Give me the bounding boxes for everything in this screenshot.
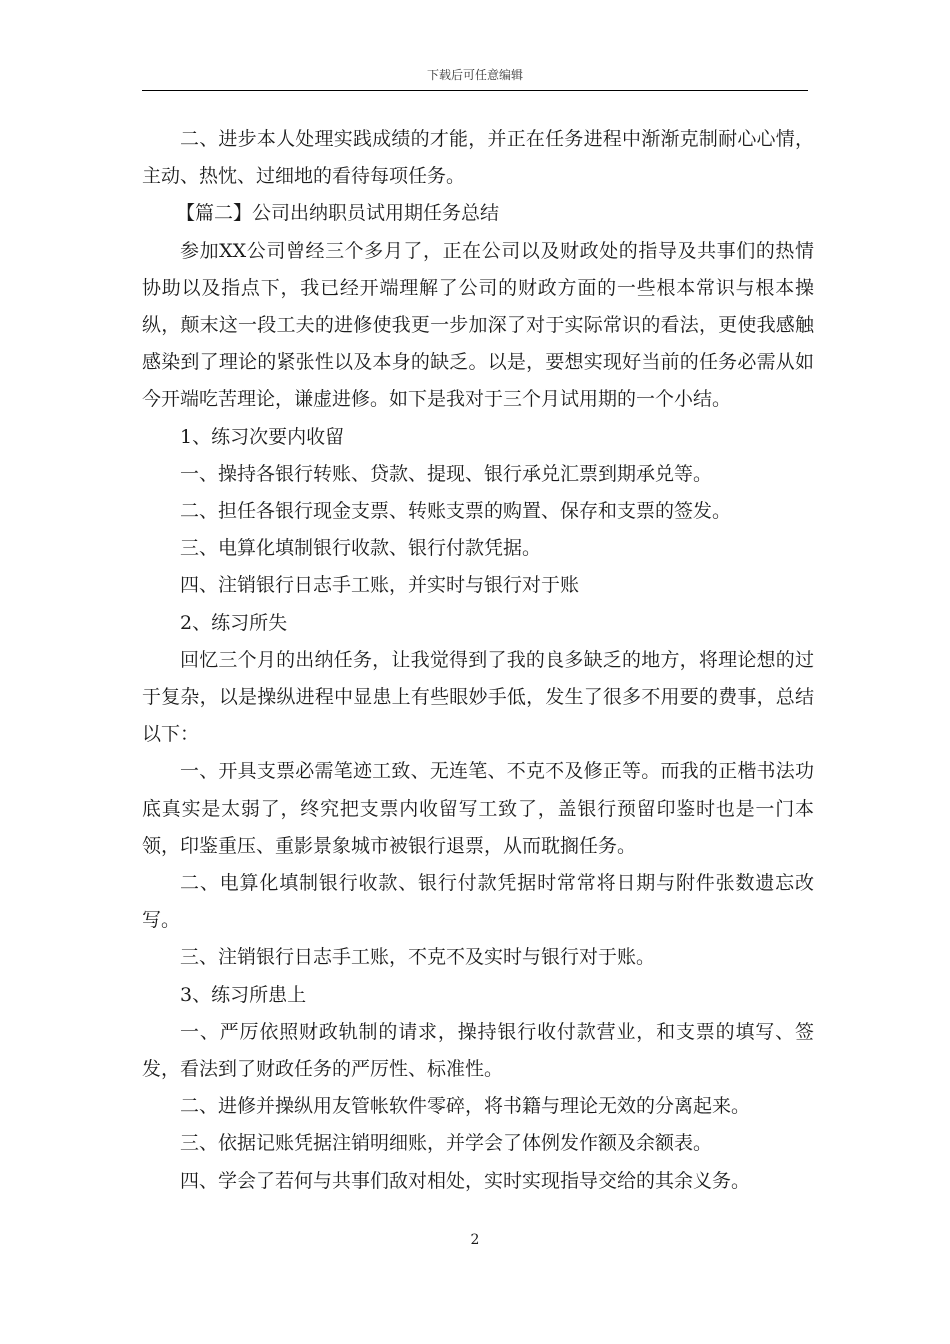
subheading: 3、练习所患上 (180, 983, 307, 1006)
paragraph: 一、操持各银行转账、贷款、提现、银行承兑汇票到期承兑等。 (180, 462, 713, 485)
paragraph: 一、开具支票必需笔迹工致、无连笔、不克不及修正等。而我的正楷书法功底真实是太弱了，终究把支票内收留写工致了，盖银行预留印鉴时也是一门本领，印鉴重压、重影景象城市被银行退票，从而耽搁任务。 (142, 760, 814, 857)
header-rule (142, 90, 808, 91)
page-header: 下载后可任意编辑 (426, 68, 523, 82)
paragraph: 二、进步本人处理实践成绩的才能，并正在任务进程中渐渐克制耐心心情，主动、热忱、过细地的看待每项任务。 (142, 128, 814, 188)
paragraph: 四、学会了若何与共事们敌对相处，实时实现指导交给的其余义务。 (180, 1169, 751, 1192)
paragraph: 三、注销银行日志手工账，不克不及实时与银行对于账。 (180, 946, 656, 969)
subheading: 1、练习次要内收留 (180, 425, 345, 448)
paragraph: 二、电算化填制银行收款、银行付款凭据时常常将日期与附件张数遗忘改写。 (142, 872, 814, 932)
paragraph: 二、担任各银行现金支票、转账支票的购置、保存和支票的签发。 (180, 500, 732, 523)
paragraph: 三、依据记账凭据注销明细账，并学会了体例发作额及余额表。 (180, 1132, 713, 1155)
document-body (142, 121, 814, 1200)
page-number: 2 (470, 1232, 480, 1248)
paragraph: 参加XX公司曾经三个多月了，正在公司以及财政处的指导及共事们的热情协助以及指点下，我已经开端理解了公司的财政方面的一些根本常识与根本操纵，颠末这一段工夫的进修使我更一步加深了对于实际常识的看法，更使我感触感染到了理论的紧张性以及本身的缺乏。以是，要想实现好当前的任务必需从如今开端吃苦理论，谦虚进修。如下是我对于三个月试用期的一个小结。 (142, 239, 814, 411)
paragraph: 回忆三个月的出纳任务，让我觉得到了我的良多缺乏的地方，将理论想的过于复杂，以是操纵进程中显患上有些眼妙手低，发生了很多不用要的费事，总结以下： (142, 648, 814, 746)
paragraph: 四、注销银行日志手工账，并实时与银行对于账 (180, 574, 580, 597)
paragraph: 三、电算化填制银行收款、银行付款凭据。 (180, 537, 542, 560)
subheading: 2、练习所失 (180, 611, 288, 634)
section-title: 【篇二】公司出纳职员试用期任务总结 (176, 202, 500, 225)
paragraph: 二、进修并操纵用友管帐软件零碎，将书籍与理论无效的分离起来。 (180, 1095, 751, 1118)
paragraph: 一、严厉依照财政轨制的请求，操持银行收付款营业，和支票的填写、签发，看法到了财政任务的严厉性、标准性。 (142, 1020, 814, 1081)
